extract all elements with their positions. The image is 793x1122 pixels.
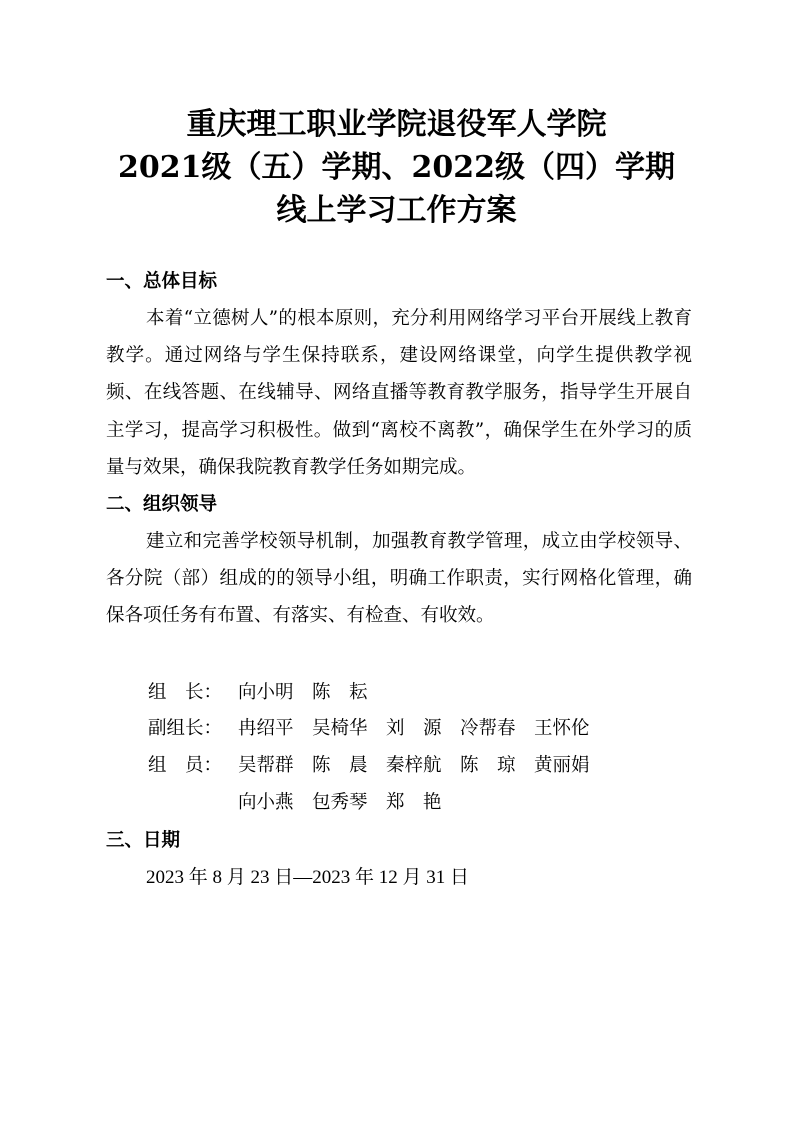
member-role: 组 长： — [148, 681, 223, 703]
member-row-members — [106, 748, 692, 785]
date-range: 2023 年 8 月 23 日—2023 年 12 月 31 日 — [146, 866, 470, 888]
member-names: 向小燕 包秀琴 郑 艳 — [238, 792, 442, 814]
title-line-1: 重庆理工职业学院退役军人学院 — [186, 107, 607, 142]
document-body — [106, 263, 692, 896]
section-heading-leadership: 二、组织领导 — [106, 494, 218, 516]
member-role: 组 员： — [148, 755, 223, 777]
title-line-2: 2021级（五）学期、2022级（四）学期 — [118, 150, 675, 185]
member-names: 向小明 陈 耘 — [238, 681, 368, 703]
member-row-leader — [106, 675, 692, 712]
title-line-3: 线上学习工作方案 — [276, 193, 517, 228]
section-spacer — [106, 635, 692, 675]
member-names: 冉绍平 吴椅华 刘 源 冷帮春 王怀伦 — [238, 718, 590, 740]
leadership-member-list — [106, 675, 692, 822]
section-text-leadership: 建立和完善学校领导机制，加强教育教学管理，成立由学校领导、各分院（部）组成的的领导小组，明确工作职责，实行网格化管理，确保各项任务有布置、有落实、有检查、有收效。 — [106, 531, 692, 627]
member-row-members-continued — [106, 785, 692, 822]
section-heading-date: 三、日期 — [106, 829, 181, 851]
section-text-goal: 本着“立德树人”的根本原则，充分利用网络学习平台开展线上教育教学。通过网络与学生保持联系，建设网络课堂，向学生提供教学视频、在线答题、在线辅导、网络直播等教育教学服务，指导学生开展自主学习，提高学习积极性。做到“离校不离教”，确保学生在外学习的质量与效果，确保我院教育教学任务如期完成。 — [106, 308, 692, 478]
member-role: 副组长： — [148, 718, 223, 740]
member-names: 吴帮群 陈 晨 秦梓航 陈 琼 黄丽娟 — [238, 755, 590, 777]
member-row-deputy — [106, 711, 692, 748]
section-heading-goal: 一、总体目标 — [106, 271, 218, 292]
document-title — [0, 103, 793, 232]
